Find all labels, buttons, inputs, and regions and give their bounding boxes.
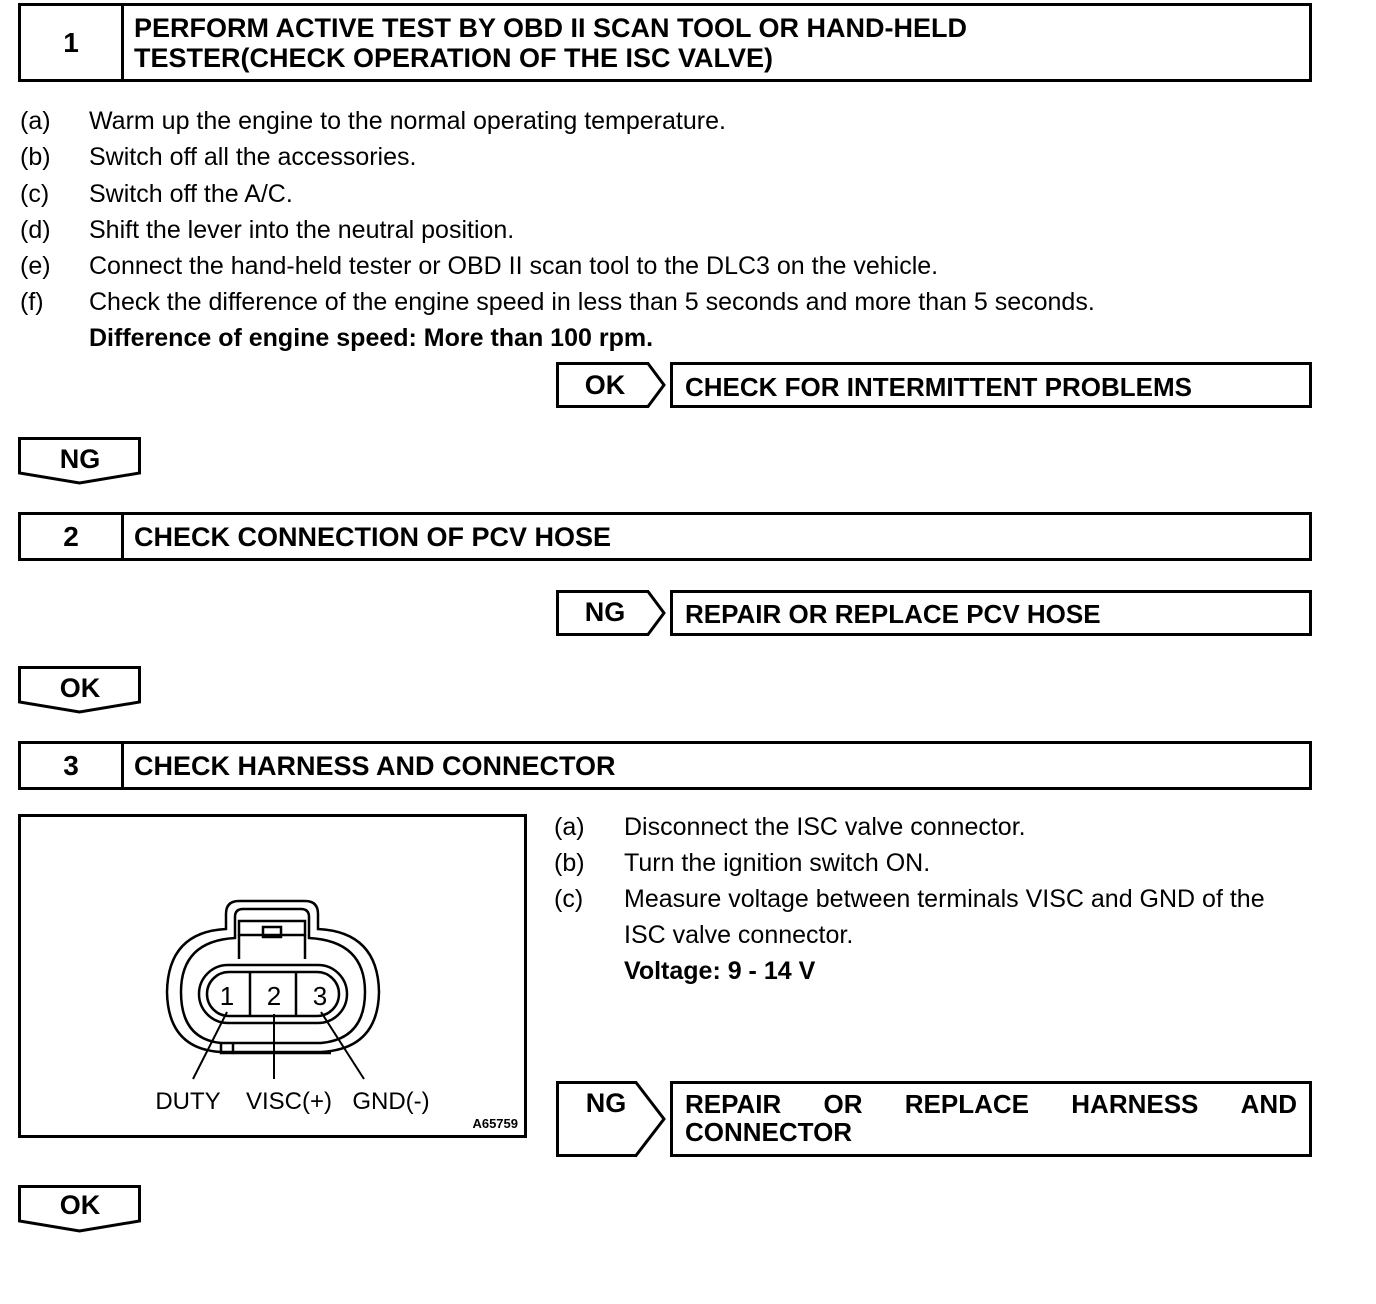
item-text: Measure voltage between terminals VISC and GND of the	[624, 885, 1265, 913]
item-text: Disconnect the ISC valve connector.	[624, 813, 1026, 841]
item-label: (a)	[20, 107, 51, 135]
pin-2-number: 2	[266, 981, 282, 1011]
ng-label: NG	[59, 444, 101, 474]
result-text: CHECK FOR INTERMITTENT PROBLEMS	[685, 372, 1192, 402]
pin-3-number: 3	[312, 981, 328, 1011]
step-3-item-c-cont: ISC valve connector.	[624, 921, 854, 949]
result-line-2: CONNECTOR	[685, 1117, 853, 1147]
connector-diagram	[21, 817, 524, 1135]
step-1-number: 1	[21, 6, 124, 79]
item-label: (c)	[554, 885, 584, 913]
step-3-ok-down-arrow	[18, 1185, 142, 1233]
step-1-spec: Difference of engine speed: More than 100 rpm.	[89, 324, 654, 352]
item-text: Switch off all the accessories.	[89, 143, 417, 171]
pin-label-duty: DUTY	[155, 1088, 221, 1115]
item-text: Check the difference of the engine speed in less than 5 seconds and more than 5 seconds.	[89, 288, 1095, 316]
step-3-title: CHECK HARNESS AND CONNECTOR	[134, 751, 616, 781]
ok-label: OK	[59, 1190, 101, 1220]
step-3-header	[18, 741, 1312, 790]
item-label: (a)	[554, 813, 585, 841]
step-3-spec: Voltage: 9 - 14 V	[624, 957, 816, 985]
step-1-ok-tag	[556, 362, 668, 408]
item-label: (b)	[554, 849, 585, 877]
step-2-number: 2	[21, 515, 124, 558]
item-text: Shift the lever into the neutral position.	[89, 216, 515, 244]
step-2-ng-result	[670, 590, 1312, 636]
item-label: (f)	[20, 288, 44, 316]
step-2-title: CHECK CONNECTION OF PCV HOSE	[134, 522, 612, 552]
ok-tag-label: OK	[584, 370, 626, 400]
ng-tag-label: NG	[584, 597, 626, 627]
item-label: (d)	[20, 216, 51, 244]
result-word: OR	[823, 1089, 863, 1119]
item-text: Switch off the A/C.	[89, 180, 293, 208]
result-word: REPLACE	[904, 1089, 1030, 1119]
figure-id: A65759	[472, 1116, 518, 1131]
step-1-ng-down-arrow	[18, 437, 142, 485]
result-word: HARNESS	[1071, 1089, 1199, 1119]
ok-label: OK	[59, 673, 101, 703]
step-1-title	[134, 13, 1299, 73]
result-line-1	[685, 1090, 1297, 1118]
step-3-number: 3	[21, 744, 124, 787]
item-text: Turn the ignition switch ON.	[624, 849, 931, 877]
step-2-ng-tag	[556, 590, 668, 636]
connector-figure	[18, 814, 527, 1138]
step-3-ng-tag	[556, 1081, 668, 1157]
ng-tag-label: NG	[585, 1088, 627, 1118]
step-2-header	[18, 512, 1312, 561]
result-word: AND	[1240, 1089, 1297, 1119]
item-label: (c)	[20, 180, 50, 208]
item-text: Warm up the engine to the normal operating temperature.	[89, 107, 726, 135]
step-2-ok-down-arrow	[18, 666, 142, 714]
step-3-ng-result	[670, 1081, 1312, 1157]
item-text: Connect the hand-held tester or OBD II scan tool to the DLC3 on the vehicle.	[89, 252, 939, 280]
item-label: (e)	[20, 252, 51, 280]
step-1-ok-result	[670, 362, 1312, 408]
pin-label-gnd: GND(-)	[352, 1088, 430, 1115]
item-label: (b)	[20, 143, 51, 171]
result-word: REPAIR	[685, 1089, 782, 1119]
pin-label-visc: VISC(+)	[245, 1088, 333, 1115]
step-1-title-line1: PERFORM ACTIVE TEST BY OBD II SCAN TOOL OR HAND-HELD	[134, 13, 968, 43]
result-text: REPAIR OR REPLACE PCV HOSE	[685, 599, 1101, 629]
pin-1-number: 1	[219, 981, 235, 1011]
step-1-title-line2: TESTER(CHECK OPERATION OF THE ISC VALVE)	[134, 43, 774, 73]
step-1-header	[18, 3, 1312, 82]
